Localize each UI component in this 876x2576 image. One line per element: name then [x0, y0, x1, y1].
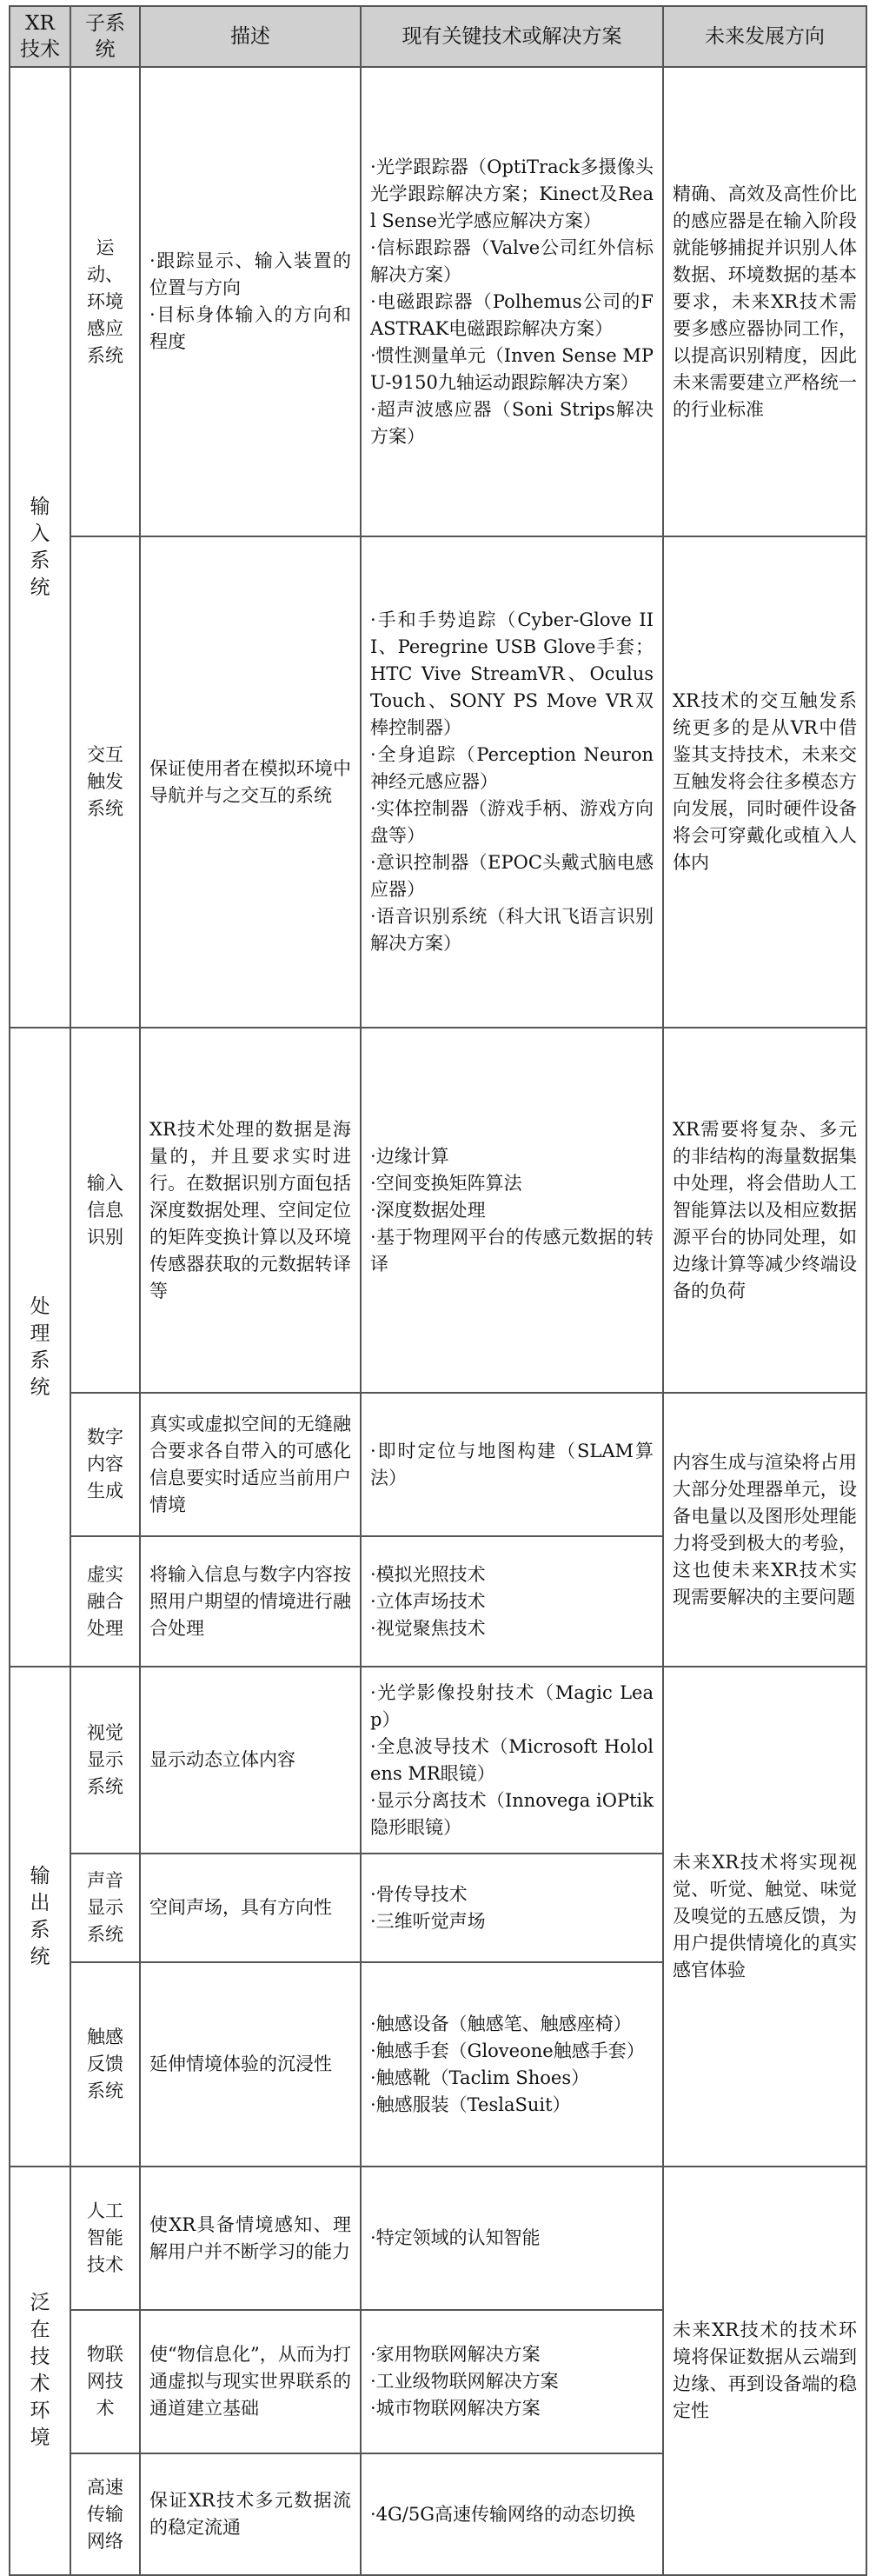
subsystem-name: 运动、环境感应系统: [70, 67, 140, 536]
tech-item: ·光学影像投射技术（Magic Leap）: [370, 1681, 654, 1730]
subsystem-name: 数字内容生成: [70, 1393, 140, 1536]
tech-item: ·手和手势追踪（Cyber-Glove III、Peregrine USB Glove手套；HTC Vive StreamVR、Oculus Touch、SONY PS Move VR双棒控制器）: [370, 609, 654, 738]
subsystem-description: 空间声场，具有方向性: [140, 1854, 361, 1962]
system-name: 输入系统: [30, 495, 50, 599]
tech-item: ·触感靴（Taclim Shoes）: [370, 2067, 590, 2088]
tech-item: ·信标跟踪器（Valve公司红外信标解决方案）: [370, 236, 654, 285]
system-cell: [10, 67, 70, 1028]
future-direction: 未来XR技术将实现视觉、听觉、触觉、味觉及嗅觉的五感反馈，为用户提供情境化的真实感官体验: [663, 1667, 866, 2167]
system-cell: [10, 1028, 70, 1667]
subsystem-description: 保证使用者在模拟环境中导航并与之交互的系统: [140, 536, 361, 1028]
tech-list: [361, 536, 663, 1028]
tech-list: [361, 1854, 663, 1962]
table-row: [10, 1667, 866, 1854]
tech-item: ·基于物理网平台的传感元数据的转译: [370, 1226, 654, 1275]
system-name: 泛在技术环境: [30, 2292, 50, 2449]
subsystem-description: 使XR具备情境感知、理解用户并不断学习的能力: [140, 2167, 361, 2310]
tech-item: ·语音识别系统（科大讯飞语言识别解决方案）: [370, 906, 654, 954]
tech-item: ·意识控制器（EPOC头戴式脑电感应器）: [370, 852, 654, 900]
tech-list: [361, 2310, 663, 2453]
tech-item: ·工业级物联网解决方案: [370, 2371, 559, 2392]
future-direction: 内容生成与渲染将占用大部分处理器单元，设备电量以及图形处理能力将受到极大的考验，这也使未来XR技术实现需要解决的主要问题: [663, 1393, 866, 1667]
tech-list: [361, 1536, 663, 1667]
table-row: [10, 536, 866, 1028]
table-row: [10, 1393, 866, 1536]
tech-list: [361, 1393, 663, 1536]
subsystem-description: 真实或虚拟空间的无缝融合要求各自带入的可感化信息要实时适应当前用户情境: [140, 1393, 361, 1536]
subsystem-description: 保证XR技术多元数据流的稳定流通: [140, 2453, 361, 2575]
subsystem-description: 使“物信息化”，从而为打通虚拟与现实世界联系的通道建立基础: [140, 2310, 361, 2453]
future-direction: XR需要将复杂、多元的非结构的海量数据集中处理，将会借助人工智能算法以及相应数据源平台的协同处理，如边缘计算等减少终端设备的负荷: [663, 1028, 866, 1393]
tech-item: ·骨传导技术: [370, 1883, 468, 1905]
tech-item: ·实体控制器（游戏手柄、游戏方向盘等）: [370, 798, 654, 846]
table-header-row: [10, 6, 866, 67]
tech-item: ·家用物联网解决方案: [370, 2344, 541, 2365]
subsystem-name: 人工智能技术: [70, 2167, 140, 2310]
subsystem-name: 输入信息识别: [70, 1028, 140, 1393]
tech-item: ·触感服装（TeslaSuit）: [370, 2093, 571, 2115]
tech-item: ·超声波感应器（Soni Strips解决方案）: [370, 398, 654, 447]
tech-item: ·全身追踪（Perception Neuron神经元感应器）: [370, 744, 654, 792]
subsystem-description: XR技术处理的数据是海量的，并且要求实时进行。在数据识别方面包括深度数据处理、空间定位的矩阵变换计算以及环境传感器获取的元数据转译等: [140, 1028, 361, 1393]
tech-item: ·光学跟踪器（OptiTrack多摄像头光学跟踪解决方案；Kinect及Real Sense光学感应解决方案）: [370, 156, 654, 231]
tech-item: ·触感手套（Gloveone触感手套）: [370, 2040, 645, 2061]
tech-item: ·电磁跟踪器（Polhemus公司的FASTRAK电磁跟踪解决方案）: [370, 290, 654, 339]
tech-list: [361, 2167, 663, 2310]
tech-list: [361, 1028, 663, 1393]
tech-item: ·模拟光照技术: [370, 1563, 486, 1585]
subsystem-description: 延伸情境体验的沉浸性: [140, 1962, 361, 2167]
system-name: 处理系统: [30, 1295, 50, 1399]
table-row: [10, 67, 866, 536]
tech-item: ·城市物联网解决方案: [370, 2398, 541, 2419]
tech-item: ·4G/5G高速传输网络的动态切换: [370, 2503, 636, 2525]
tech-item: ·显示分离技术（Innovega iOPtik隐形眼镜）: [370, 1789, 654, 1838]
tech-item: ·边缘计算: [370, 1145, 449, 1167]
subsystem-name: 触感反馈系统: [70, 1962, 140, 2167]
header-existing-tech: 现有关键技术或解决方案: [361, 6, 663, 67]
tech-list: [361, 2453, 663, 2575]
subsystem-name: 虚实融合处理: [70, 1536, 140, 1667]
tech-item: ·三维听觉声场: [370, 1910, 486, 1932]
subsystem-name: 交互触发系统: [70, 536, 140, 1028]
future-direction: 未来XR技术的技术环境将保证数据从云端到边缘、再到设备端的稳定性: [663, 2167, 866, 2575]
tech-item: ·深度数据处理: [370, 1199, 486, 1221]
table-row: [10, 2167, 866, 2310]
table-row: [10, 1028, 866, 1393]
header-subsystem: 子系统: [70, 6, 140, 67]
tech-list: [361, 1667, 663, 1854]
subsystem-description: ·跟踪显示、输入装置的位置与方向 ·目标身体输入的方向和程度: [140, 67, 361, 536]
xr-technology-table: [9, 5, 867, 2576]
header-future: 未来发展方向: [663, 6, 866, 67]
tech-item: ·全息波导技术（Microsoft Hololens MR眼镜）: [370, 1735, 654, 1784]
subsystem-name: 视觉显示系统: [70, 1667, 140, 1854]
header-xr-tech: XR技术: [10, 6, 70, 67]
tech-list: [361, 67, 663, 536]
tech-item: ·特定领域的认知智能: [370, 2227, 541, 2248]
tech-list: [361, 1962, 663, 2167]
system-cell: [10, 1667, 70, 2167]
system-name: 输出系统: [30, 1864, 50, 1968]
subsystem-name: 高速传输网络: [70, 2453, 140, 2575]
tech-item: ·视觉聚焦技术: [370, 1617, 486, 1639]
tech-item: ·立体声场技术: [370, 1590, 486, 1612]
future-direction: 精确、高效及高性价比的感应器是在输入阶段就能够捕捉并识别人体数据、环境数据的基本要求，未来XR技术需要多感应器协同工作，以提高识别精度，因此未来需要建立严格统一的行业标准: [663, 67, 866, 536]
tech-item: ·空间变换矩阵算法: [370, 1172, 522, 1194]
future-direction: XR技术的交互触发系统更多的是从VR中借鉴其支持技术，未来交互触发将会往多模态方向发展，同时硬件设备将会可穿戴化或植入人体内: [663, 536, 866, 1028]
subsystem-name: 声音显示系统: [70, 1854, 140, 1962]
subsystem-description: 显示动态立体内容: [140, 1667, 361, 1854]
tech-item: ·触感设备（触感笔、触感座椅）: [370, 2013, 632, 2034]
subsystem-description: 将输入信息与数字内容按照用户期望的情境进行融合处理: [140, 1536, 361, 1667]
tech-item: ·即时定位与地图构建（SLAM算法）: [370, 1440, 654, 1488]
header-description: 描述: [140, 6, 361, 67]
tech-item: ·惯性测量单元（Inven Sense MPU-9150九轴运动跟踪解决方案）: [370, 344, 654, 393]
system-cell: [10, 2167, 70, 2575]
subsystem-name: 物联网技术: [70, 2310, 140, 2453]
